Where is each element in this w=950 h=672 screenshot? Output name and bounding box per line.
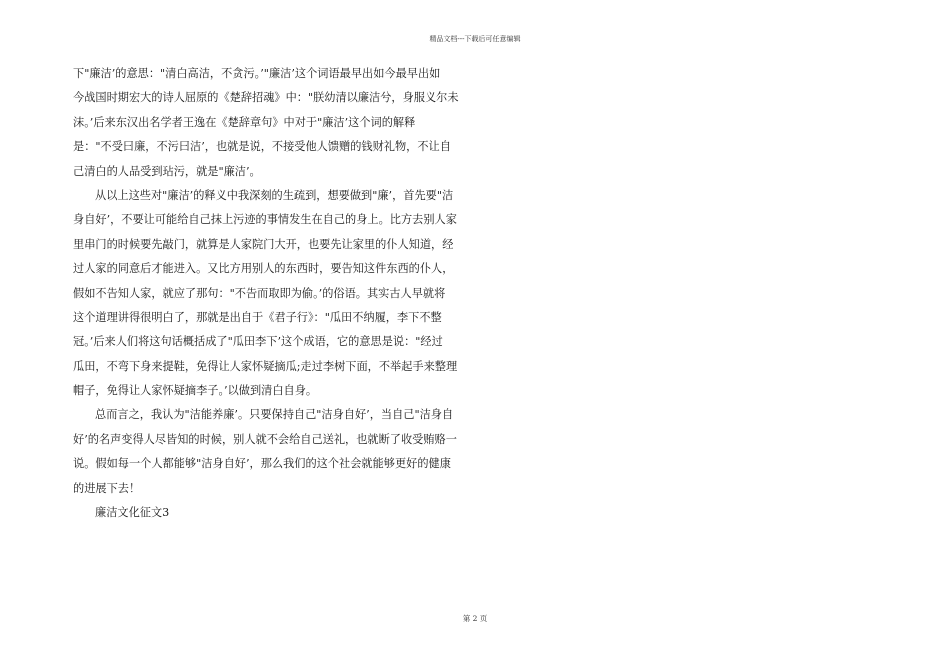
page-header: 精品文档---下载后可任意编辑 xyxy=(429,35,521,43)
essay-body xyxy=(73,62,469,525)
text-line: 下"廉洁’的意思："清白高洁，不贪污。’"廉洁’这个词语最早出如今最早出如 xyxy=(73,67,441,80)
text-line: 身自好’，不要让可能给自己抹上污迹的事情发生在自己的身上。比方去别人家 xyxy=(73,213,457,227)
text-line: 好’的名声变得人尽皆知的时候，别人就不会给自己送礼，也就断了收受贿赂一 xyxy=(73,432,457,446)
text-line: 说。假如每一个人都能够"洁身自好’，那么我们的这个社会就能够更好的健康 xyxy=(73,457,451,471)
text-line: 冠。’后来人们将这句话概括成了"瓜田李下’这个成语，它的意思是说："经过 xyxy=(73,335,443,349)
text-line: 总而言之，我认为"洁能养廉’。只要保持自己"洁身自好’，当自己"洁身自 xyxy=(95,408,454,422)
text-line: 沫。’后来东汉出名学者王逸在《楚辞章句》中对于"廉洁’这个词的解释 xyxy=(73,115,416,129)
text-line: 这个道理讲得很明白了，那就是出自于《君子行》："瓜田不纳履，李下不整 xyxy=(73,310,442,324)
text-line: 今战国时期宏大的诗人屈原的《楚辞招魂》中："朕幼清以廉洁兮，身服义尔未 xyxy=(73,91,459,105)
text-line: 里串门的时候要先敲门，就算是人家院门大开，也要先让家里的仆人知道，经 xyxy=(73,237,454,251)
text-line: 的进展下去！ xyxy=(73,481,141,495)
text-line: 是："不受曰廉，不污曰洁’，也就是说，不接受他人馈赠的钱财礼物，不让自 xyxy=(73,140,451,154)
text-line: 过人家的同意后才能进入。又比方用别人的东西时，要告知这件东西的仆人， xyxy=(73,262,454,276)
text-line: 瓜田，不弯下身来提鞋，免得让人家怀疑摘瓜;走过李树下面，不举起手来整理 xyxy=(73,359,458,373)
text-line: 从以上这些对"廉洁’的释义中我深刻的生疏到，想要做到"廉’，首先要"洁 xyxy=(95,188,454,202)
page-number: 第 2 页 xyxy=(462,614,488,623)
text-line: 己清白的人品受到玷污，就是"廉洁’。 xyxy=(73,164,261,178)
text-line: 帽子，免得让人家怀疑摘李子。’以做到清白自身。 xyxy=(73,384,318,398)
text-line: 廉洁文化征文3 xyxy=(95,506,170,520)
text-line: 假如不告知人家，就应了那句："不告而取即为偷。’的俗语。其实古人早就将 xyxy=(73,286,446,300)
